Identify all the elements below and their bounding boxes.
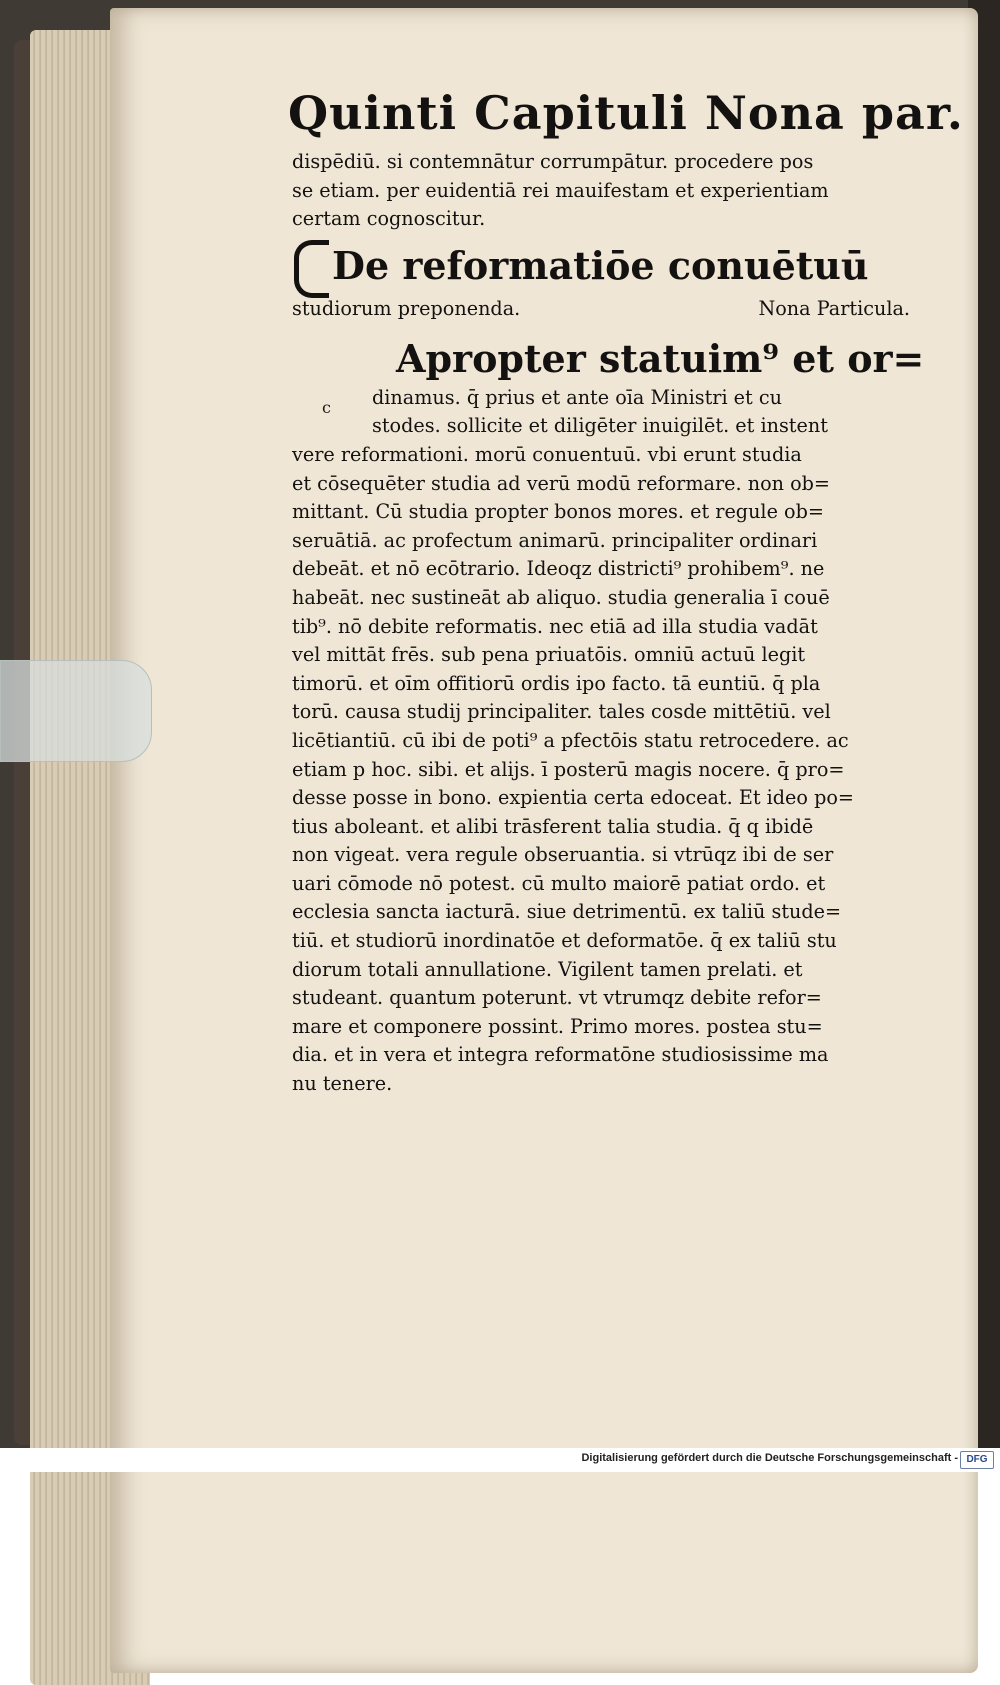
text-line: dinamus. q̄ prius et ante oīa Ministri et cu: [372, 385, 782, 409]
text-line: tius aboleant. et alibi trāsferent talia studia. q̄ q ibidē: [292, 814, 814, 838]
text-line: habeāt. nec sustineāt ab aliquo. studia generalia ī couē: [292, 585, 830, 609]
text-line: uari cōmode nō potest. cū multo maiorē patiat ordo. et: [292, 871, 826, 895]
text-line: et cōsequēter studia ad verū modū reformare. non ob=: [292, 471, 830, 495]
text-line: torū. causa studij principaliter. tales cosde mittētiū. vel: [292, 700, 831, 724]
text-line: debeāt. et nō ecōtrario. Ideoqz districti⁹ prohibem⁹. ne: [292, 557, 825, 581]
pilcrow-icon: [294, 240, 329, 298]
footer-bar: [0, 1448, 1000, 1472]
particula-label: Nona Particula.: [758, 296, 910, 320]
page-holder-clip: [0, 660, 152, 762]
section-title: De reformatiōe conuētuū: [332, 242, 869, 288]
text-line: certam cognoscitur.: [292, 207, 486, 231]
funding-credit: Digitalisierung gefördert durch die Deutsche Forschungsgemeinschaft -: [581, 1452, 958, 1464]
text-line: non vigeat. vera regule obseruantia. si vtrūqz ibi de ser: [292, 843, 834, 867]
text-line: studeant. quantum poterunt. vt vtrumqz debite refor=: [292, 986, 822, 1010]
text-line: timorū. et oīm offitiorū ordis ipo facto. tā euntiū. q̄ pla: [292, 671, 821, 695]
text-line: desse posse in bono. expientia certa edoceat. Et ideo po=: [292, 786, 854, 810]
section-subtitle: studiorum preponenda.: [292, 296, 521, 320]
dfg-logo: DFG: [960, 1451, 994, 1469]
opening-line-row: [268, 334, 925, 384]
opening-line: Apropter statuim⁹ et or=: [396, 335, 925, 381]
text-line: vere reformationi. morū conuentuū. vbi erunt studia: [292, 442, 802, 466]
section-heading: [268, 242, 918, 294]
text-line: ecclesia sancta iacturā. siue detrimentū. ex taliū stude=: [292, 900, 842, 924]
text-line: stodes. sollicite et diligēter inuigilēt. et instent: [372, 414, 828, 438]
text-line: vel mittāt frēs. sub pena priuatōis. omniū actuū legit: [292, 643, 806, 667]
text-line: mittant. Cū studia propter bonos mores. et regule ob=: [292, 500, 824, 524]
text-line: licētiantiū. cū ibi de poti⁹ a pfectōis statu retrocedere. ac: [292, 728, 849, 752]
text-line: dia. et in vera et integra reformatōne studiosissime ma: [292, 1043, 829, 1067]
text-line: diorum totali annullatione. Vigilent tamen prelati. et: [292, 957, 803, 981]
text-line: se etiam. per euidentiā rei mauifestam et experientiam: [292, 178, 829, 202]
text-line: seruātiā. ac profectum animarū. principaliter ordinari: [292, 528, 818, 552]
text-line: dispēdiū. si contemnātur corrumpātur. procedere pos: [292, 150, 814, 173]
page-text: [268, 78, 964, 1099]
text-line: etiam p hoc. sibi. et alijs. ī posterū magis nocere. q̄ pro=: [292, 757, 845, 781]
subtitle-row: [292, 294, 918, 324]
text-line: tiū. et studiorū inordinatōe et deformatōe. q̄ ex taliū stu: [292, 929, 837, 953]
text-line: mare et componere possint. Primo mores. postea stu=: [292, 1014, 823, 1038]
running-head: Quinti Capituli Nona par.: [288, 86, 964, 140]
text-line: tib⁹. nō debite reformatis. nec etiā ad illa studia vadāt: [292, 614, 818, 638]
text-line: nu tenere.: [292, 1072, 393, 1096]
guide-letter: c: [322, 398, 331, 417]
